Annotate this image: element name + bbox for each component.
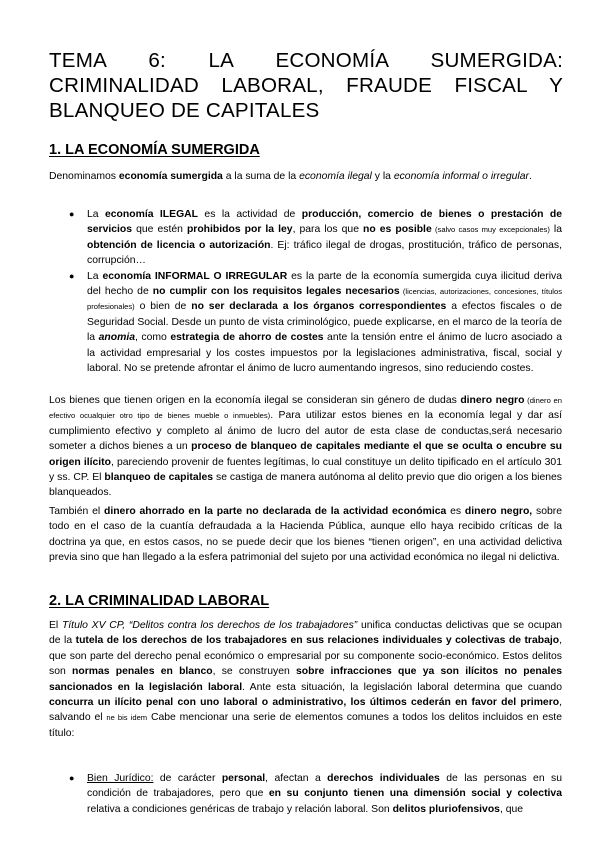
intro-paragraph: Denominamos economía sumergida a la suma de la economía ilegal y la economía informal o irregular.: [49, 171, 532, 182]
black-money-paragraph: Los bienes que tienen origen en la economía ilegal se consideran sin género de dudas dinero negro (dinero en efectivo ocualquier otro tipo de bienes mueble o inmuebles). Para utilizar estos bienes en la economía legal y dar así cumplimiento efectivo y completo al ánimo de lucro del autor de esta clase de conductas,será necesario someter a dichos bienes a un proceso de blanqueo de capitales mediante el que se oculta o encubre su origen ilícito, pareciendo provenir de fuentes legítimas, lo cual constituye un delito tipificado en el artículo 301 y ss. CP. El blanqueo de capitales se castiga de manera autónoma al delito previo que dio origen a los bienes blanqueados.: [49, 395, 563, 499]
section-heading-2: 2. LA CRIMINALIDAD LABORAL: [49, 593, 270, 609]
common-elements-list: [49, 771, 562, 817]
bullet-icon: ●: [69, 773, 75, 783]
bullet-icon: ●: [69, 270, 75, 281]
bullet-icon: ●: [69, 209, 75, 219]
saved-money-paragraph: También el dinero ahorrado en la parte no declarada de la actividad económica es dinero negro, sobre todo en el caso de la cuantía defraudada a la Hacienda Pública, aunque ello haya recibido críticas de la doctrina ya que, en estos casos, no se puede decir que los bienes “tienen origen”, en una actividad delictiva previa sino que han llegado a la esfera patrimonial del sujeto por una actividad económica no ilegal ni delictiva.: [49, 506, 562, 564]
labour-crime-paragraph: El Título XV CP, “Delitos contra los derechos de los trabajadores” unifica conductas delictivas que se ocupan de la tutela de los derechos de los trabajadores en sus relaciones individuales y colectivas de trabajo, que son parte del derecho penal económico o empresarial por su componente socio-económico. Estos delitos son normas penales en blanco, se construyen sobre infracciones que ya son ilícitos no penales sancionados en la legislación laboral. Ante esta situación, la legislación laboral determina que cuando concurra un ilícito penal con uno laboral o administrativo, los últimos cederán en favor del primero, salvando el ne bis idem Cabe mencionar una serie de elementos comunes a todos los delitos incluidos en este título:: [49, 620, 563, 739]
list-item: ● La economía ILEGAL es la actividad de producción, comercio de bienes o prestación de servicios que estén prohibidos por la ley, para los que no es posible (salvo casos muy excepcionales) la obtención de licencia o autorización. Ej: tráfico ilegal de drogas, prostitución, tráfico de personas, corrupción…: [69, 209, 562, 267]
page-title: TEMA 6: LA ECONOMÍA SUMERGIDA: CRIMINALIDAD LABORAL, FRAUDE FISCAL Y BLANQUEO DE CAPITALES: [49, 49, 563, 122]
list-item: ● Bien Jurídico: de carácter personal, afectan a derechos individuales de las personas en su condición de trabajadores, pero que en su conjunto tienen una dimensión social y colectiva relativa a condiciones genéricas de trabajo y relación laboral. Son delitos pluriofensivos, que: [69, 773, 562, 815]
list-item: ● La economía INFORMAL O IRREGULAR es la parte de la economía sumergida cuya ilicitud deriva del hecho de no cumplir con los requisitos legales necesarios (licencias, autorizaciones, concesiones, títulos profesionales) o bien de no ser declarada a los órganos correspondientes a efectos fiscales o de Seguridad Social. Desde un punto de vista criminológico, puede explicarse, en el marco de la teoría de la anomia, como estrategia de ahorro de costes ante la tensión entre el ánimo de lucro asociado a la actividad empresarial y los costes impuestos por la legislaciones administrativa, fiscal, social y laboral. No se pretende afrontar el ánimo de lucro aumentando ingresos, sino reduciendo costes.: [69, 270, 563, 375]
section-heading-1: 1. LA ECONOMÍA SUMERGIDA: [49, 142, 260, 158]
economy-types-list: [49, 207, 562, 376]
